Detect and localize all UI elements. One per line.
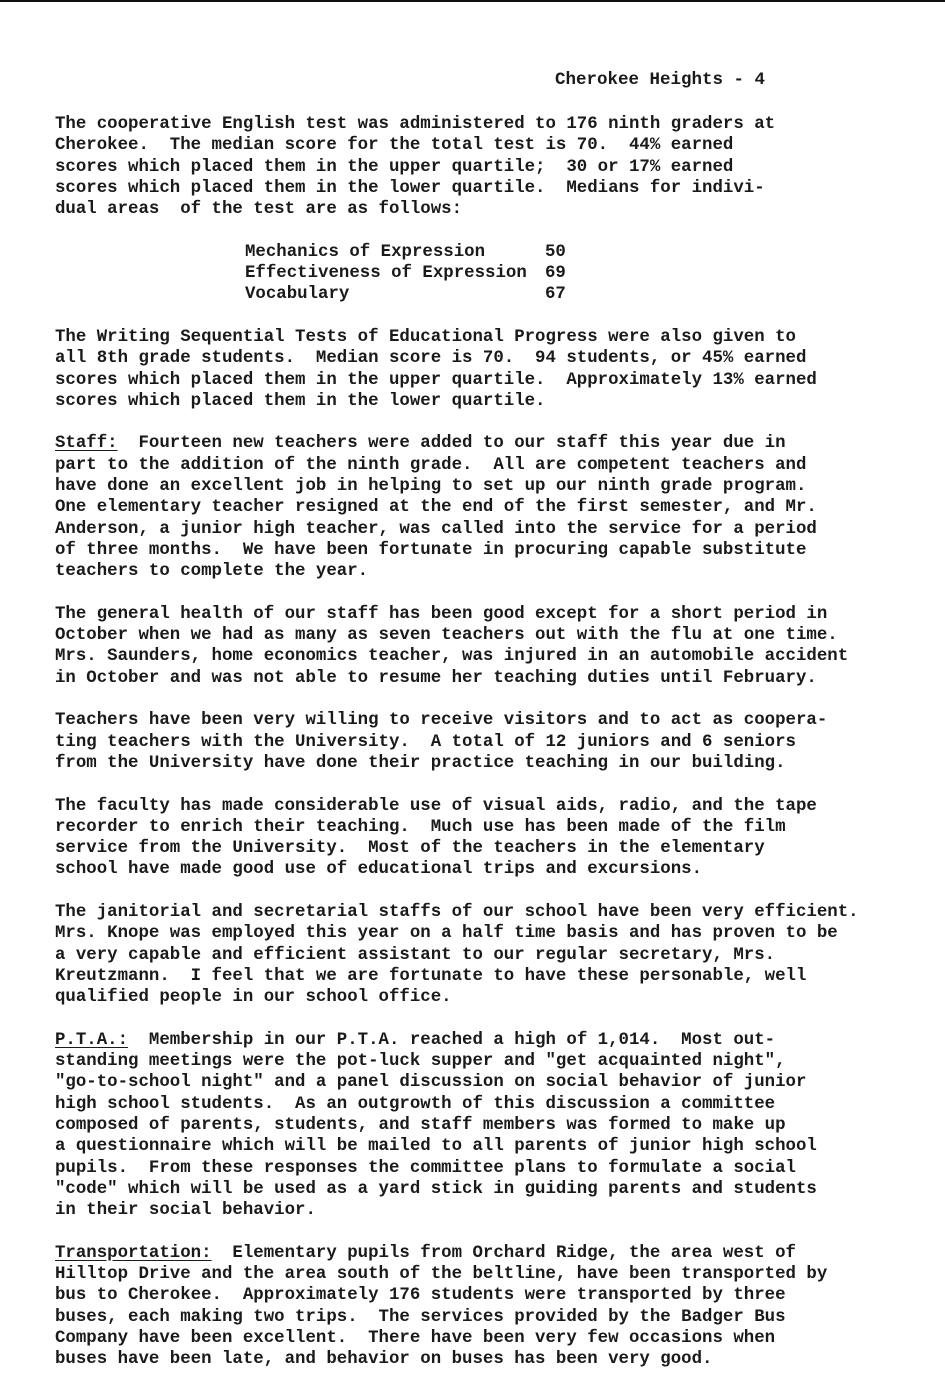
text-line-rest: Membership in our P.T.A. reached a high of 1,014. Most out-	[128, 1030, 776, 1050]
text-line: a very capable and efficient assistant to our regular secretary, Mrs.	[55, 945, 776, 965]
text-line: scores which placed them in the lower quartile.	[55, 391, 546, 411]
text-line: qualified people in our school office.	[55, 988, 452, 1008]
text-line: The janitorial and secretarial staffs of our school have been very efficient.	[55, 902, 859, 922]
text-line: buses have been late, and behavior on buses has been very good.	[55, 1350, 713, 1370]
paragraph-visitors	[55, 710, 895, 774]
paragraph-janitorial	[55, 902, 895, 1008]
text-line: all 8th grade students. Median score is 70. 94 students, or 45% earned	[55, 349, 807, 369]
paragraph-writing-test	[55, 327, 895, 412]
median-value: 50	[545, 242, 566, 262]
table-row	[245, 242, 895, 263]
text-line: high school students. As an outgrowth of this discussion a committee	[55, 1094, 776, 1114]
text-line: The faculty has made considerable use of visual aids, radio, and the tape	[55, 796, 817, 816]
text-line: Anderson, a junior high teacher, was called into the service for a period	[55, 519, 817, 539]
text-line: The cooperative English test was administered to 176 ninth graders at	[55, 115, 776, 134]
text-line: from the University have done their practice teaching in our building.	[55, 753, 786, 773]
text-line: Mrs. Saunders, home economics teacher, was injured in an automobile accident	[55, 647, 849, 667]
table-row	[245, 284, 895, 305]
median-label: Vocabulary	[245, 285, 350, 305]
median-label: Mechanics of Expression	[245, 242, 486, 262]
section-heading-transportation: Transportation:	[55, 1243, 212, 1263]
text-line: in October and was not able to resume her teaching duties until February.	[55, 668, 817, 688]
text-line: buses, each making two trips. The services provided by the Badger Bus	[55, 1307, 786, 1327]
page-header: Cherokee Heights - 4	[555, 70, 766, 90]
text-line: pupils. From these responses the committee plans to formulate a social	[55, 1158, 796, 1178]
text-line: service from the University. Most of the teachers in the elementary	[55, 839, 765, 859]
text-line: of three months. We have been fortunate in procuring capable substitute	[55, 540, 807, 560]
text-line: Kreutzmann. I feel that we are fortunate to have these personable, well	[55, 966, 807, 986]
text-line: scores which placed them in the upper quartile. Approximately 13% earned	[55, 370, 817, 390]
text-line-rest: Elementary pupils from Orchard Ridge, the area west of	[211, 1243, 796, 1263]
text-line: Cherokee. The median score for the total test is 70. 44% earned	[55, 136, 734, 156]
text-line: recorder to enrich their teaching. Much use has been made of the film	[55, 817, 786, 837]
text-line: teachers to complete the year.	[55, 562, 369, 582]
document-body	[55, 114, 895, 1392]
text-line: bus to Cherokee. Approximately 176 students were transported by three	[55, 1286, 786, 1306]
text-line: ting teachers with the University. A total of 12 juniors and 6 seniors	[55, 732, 796, 752]
medians-table	[245, 242, 895, 306]
table-row	[245, 263, 895, 284]
text-line: The Writing Sequential Tests of Educational Progress were also given to	[55, 327, 796, 347]
text-line: The general health of our staff has been good except for a short period in	[55, 604, 828, 624]
text-line: in their social behavior.	[55, 1201, 316, 1221]
text-line: October when we had as many as seven teachers out with the flu at one time.	[55, 626, 838, 646]
text-line	[55, 433, 895, 454]
text-line: a questionnaire which will be mailed to all parents of junior high school	[55, 1137, 817, 1157]
paragraph-faculty	[55, 796, 895, 881]
text-line: dual areas of the test are as follows:	[55, 200, 463, 220]
text-line: composed of parents, students, and staff members was formed to make up	[55, 1115, 786, 1135]
median-value: 69	[545, 264, 566, 284]
text-line: have done an excellent job in helping to set up our ninth grade program.	[55, 477, 807, 497]
paragraph-pta	[55, 1030, 895, 1222]
text-line: Company have been excellent. There have been very few occasions when	[55, 1328, 776, 1348]
paragraph-transportation	[55, 1243, 895, 1371]
median-value: 67	[545, 285, 566, 305]
text-line: part to the addition of the ninth grade. All are competent teachers and	[55, 455, 807, 475]
text-line: "go-to-school night" and a panel discussion on social behavior of junior	[55, 1073, 807, 1093]
text-line: school have made good use of educational trips and excursions.	[55, 860, 703, 880]
paragraph-staff	[55, 433, 895, 582]
text-line: Hilltop Drive and the area south of the beltline, have been transported by	[55, 1265, 828, 1285]
text-line	[55, 1243, 895, 1264]
section-heading-pta: P.T.A.:	[55, 1030, 129, 1050]
section-heading-staff: Staff:	[55, 434, 118, 454]
paragraph-health	[55, 604, 895, 689]
text-line: scores which placed them in the upper quartile; 30 or 17% earned	[55, 157, 734, 177]
top-border	[0, 0, 945, 2]
text-line: standing meetings were the pot-luck supper and "get acquainted night",	[55, 1052, 786, 1072]
median-label: Effectiveness of Expression	[245, 264, 527, 284]
text-line: "code" which will be used as a yard stick in guiding parents and students	[55, 1179, 817, 1199]
text-line	[55, 1030, 895, 1051]
text-line: Teachers have been very willing to receive visitors and to act as coopera-	[55, 711, 828, 731]
text-line-rest: Fourteen new teachers were added to our staff this year due in	[117, 434, 786, 454]
text-line: One elementary teacher resigned at the end of the first semester, and Mr.	[55, 498, 817, 518]
text-line: Mrs. Knope was employed this year on a half time basis and has proven to be	[55, 924, 838, 944]
paragraph-english-test	[55, 114, 895, 220]
text-line: scores which placed them in the lower quartile. Medians for indivi-	[55, 178, 765, 198]
